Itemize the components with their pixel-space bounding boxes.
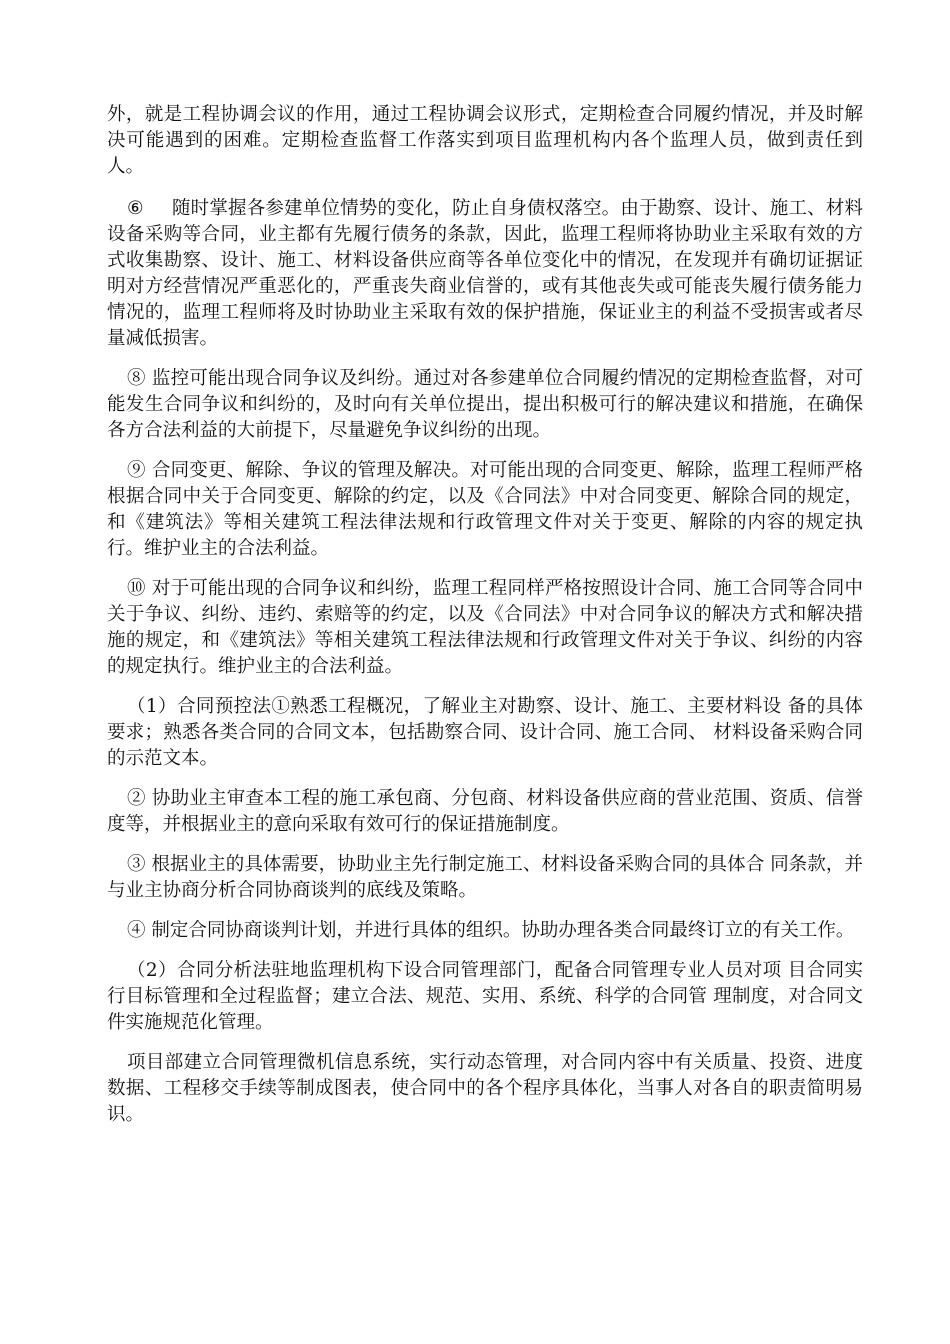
paragraph-text: 协助业主审查本工程的施工承包商、分包商、材料设备供应商的营业范围、资质、信誉度等，并根据业主的意向采取有效可行的保证措施制度。 bbox=[107, 788, 863, 835]
item-marker: ③ bbox=[127, 854, 146, 875]
paragraph-item-6 bbox=[107, 196, 863, 352]
paragraph-text: 制定合同协商谈判计划，并进行具体的组织。协助办理各类合同最终订立的有关工作。 bbox=[151, 920, 855, 941]
document-page bbox=[107, 102, 863, 1142]
paragraph-text: 合同分析法驻地监理机构下设合同管理部门，配备合同管理专业人员对项 目合同实行目标管理和全过程监督；建立合法、规范、实用、系统、科学的合同管 理制度，对合同文件实施规范化管理。 bbox=[107, 960, 863, 1033]
item-marker: ⑧ bbox=[127, 368, 146, 389]
paragraph-contract-precontrol bbox=[107, 694, 863, 772]
paragraph-item-10 bbox=[107, 576, 863, 680]
item-marker: ⑥ bbox=[127, 198, 144, 219]
paragraph-contract-analysis bbox=[107, 958, 863, 1036]
paragraph-item-8 bbox=[107, 366, 863, 444]
item-marker: （1） bbox=[127, 696, 177, 717]
paragraph-text: 随时掌握各参建单位情势的变化，防止自身债权落空。由于勘察、设计、施工、材料设备采购等合同，业主都有先履行债务的条款，因此，监理工程师将协助业主采取有效的方式收集勘察、设计、施工、材料设备供应商等各单位变化中的情况，在发现并有确切证据证明对方经营情况严重恶化的，严重丧失商业信誉的，或有其他丧失或可能丧失履行债务能力情况的，监理工程师将及时协助业主采取有效的保护措施，保证业主的利益不受损害或者尽量减低损害。 bbox=[107, 198, 863, 349]
paragraph-text: 根据业主的具体需要，协助业主先行制定施工、材料设备采购合同的具体合 同条款，并与业主协商分析合同协商谈判的底线及策略。 bbox=[107, 854, 863, 901]
item-marker: ② bbox=[127, 788, 146, 809]
paragraph-info-system bbox=[107, 1050, 863, 1128]
item-marker: ⑩ bbox=[127, 578, 146, 599]
paragraph-item-2 bbox=[107, 786, 863, 838]
paragraph-item-3 bbox=[107, 852, 863, 904]
paragraph-text: 合同预控法①熟悉工程概况，了解业主对勘察、设计、施工、主要材料设 备的具体要求；熟悉各类合同的合同文本，包括勘察合同、设计合同、施工合同、 材料设备采购合同的示范文本。 bbox=[107, 696, 863, 769]
item-marker: ④ bbox=[127, 920, 146, 941]
paragraph-text: 监控可能出现合同争议及纠纷。通过对各参建单位合同履约情况的定期检查监督，对可能发生合同争议和纠纷的，及时向有关单位提出，提出积极可行的解决建议和措施，在确保各方合法利益的大前提下，尽量避免争议纠纷的出现。 bbox=[107, 368, 863, 441]
item-marker: （2） bbox=[127, 960, 177, 981]
paragraph-continuation bbox=[107, 102, 863, 180]
paragraph-text: 合同变更、解除、争议的管理及解决。对可能出现的合同变更、解除，监理工程师严格根据合同中关于合同变更、解除的约定，以及《合同法》中对合同变更、解除合同的规定，和《建筑法》等相关建筑工程法律法规和行政管理文件对关于变更、解除的内容的规定执行。维护业主的合法利益。 bbox=[107, 460, 863, 559]
paragraph-text: 对于可能出现的合同争议和纠纷，监理工程同样严格按照设计合同、施工合同等合同中关于争议、纠纷、违约、索赔等的约定，以及《合同法》中对合同争议的解决方式和解决措施的规定，和《建筑法》等相关建筑工程法律法规和行政管理文件对关于争议、纠纷的内容的规定执行。维护业主的合法利益。 bbox=[107, 578, 863, 677]
paragraph-text: 项目部建立合同管理微机信息系统，实行动态管理，对合同内容中有关质量、投资、进度数据、工程移交手续等制成图表，使合同中的各个程序具体化，当事人对各自的职责简明易识。 bbox=[107, 1052, 863, 1125]
item-marker: ⑨ bbox=[127, 460, 146, 481]
paragraph-item-9 bbox=[107, 458, 863, 562]
paragraph-item-4 bbox=[107, 918, 863, 944]
paragraph-text: 外，就是工程协调会议的作用，通过工程协调会议形式，定期检查合同履约情况，并及时解决可能遇到的困难。定期检查监督工作落实到项目监理机构内各个监理人员，做到责任到人。 bbox=[107, 104, 863, 177]
